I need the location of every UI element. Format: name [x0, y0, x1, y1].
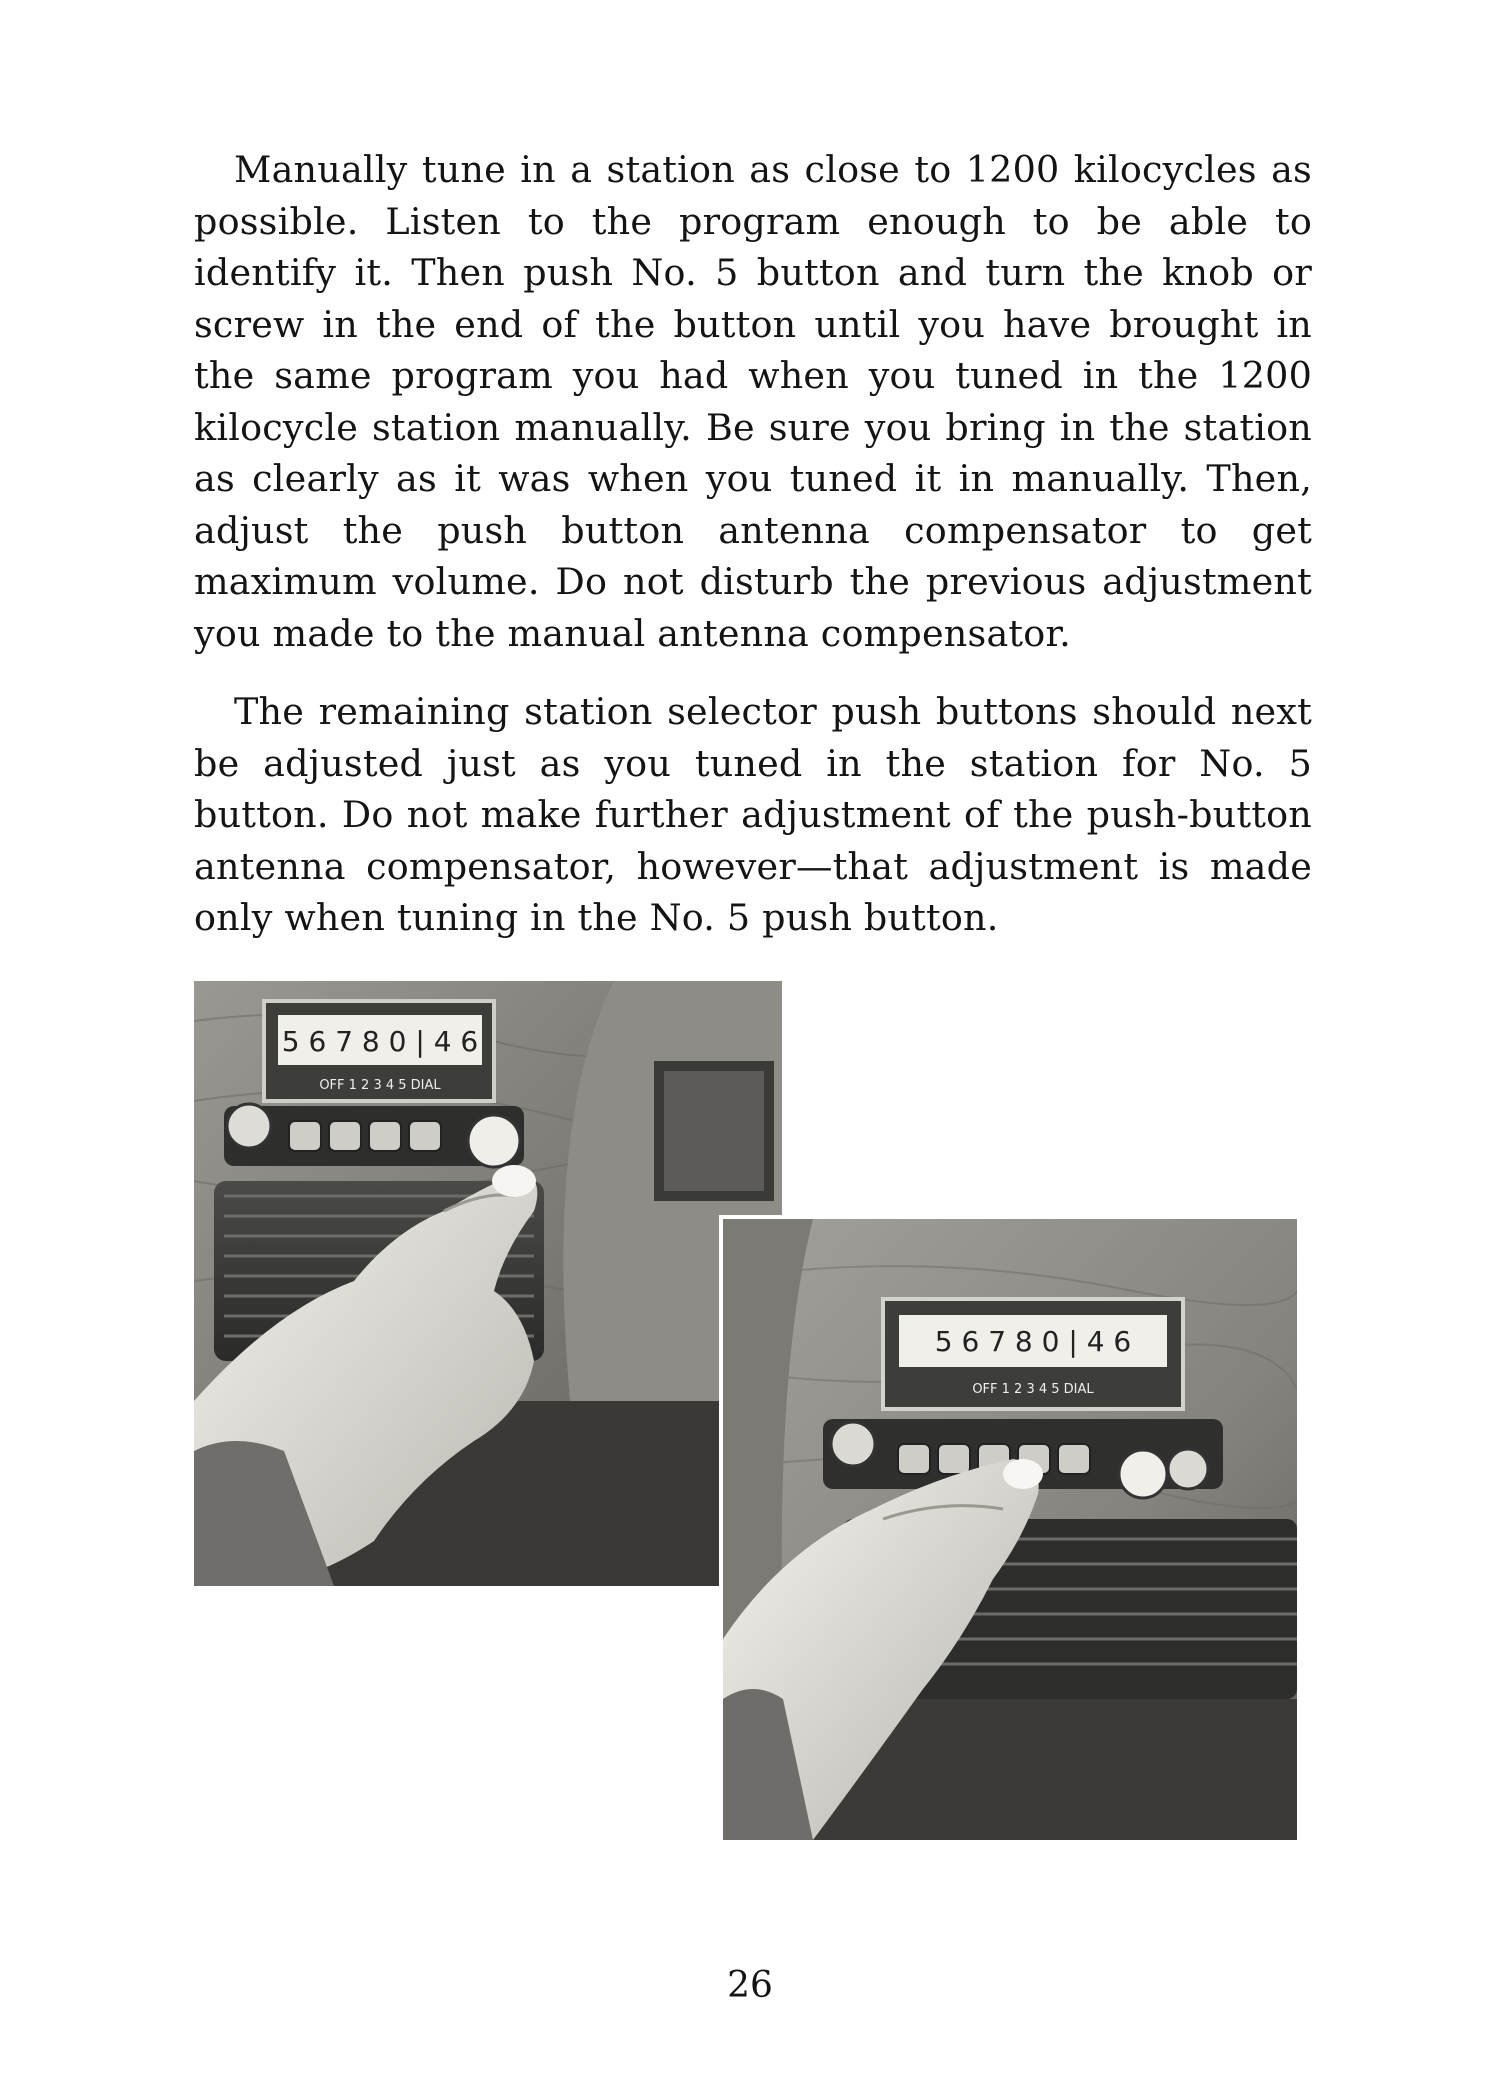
dial-labels-right: OFF 1 2 3 4 5 DIAL: [972, 1382, 1094, 1397]
dial-labels-left: OFF 1 2 3 4 5 DIAL: [319, 1078, 441, 1093]
body-paragraph-2: The remaining station selector push buttons should next be adjusted just as you tuned in the station for No. 5 button. Do not make further adjustment of the push-button antenna compensator, however—that adjustment is made only when tuning in the No. 5 push button.: [194, 690, 1312, 939]
radio-illustration-right: [723, 1219, 1297, 1840]
page-number: 26: [727, 1965, 773, 2006]
dial-digits-left: 5 6 7 8 0 | 4 6: [281, 1025, 479, 1058]
radio-photo-right: [719, 1215, 1297, 1840]
radio-illustration-left: [194, 981, 782, 1586]
radio-photo-left: [194, 981, 782, 1586]
body-paragraph-1: Manually tune in a station as close to 1200 kilocycles as possible. Listen to the program enough to be able to identify it. Then push No. 5 button and turn the knob or screw in the end of the button until you have brought in the same program you had when you tuned in the 1200 kilocycle station manually. Be sure you bring in the station as clearly as it was when you tuned it in manually. Then, adjust the push button antenna compensator to get maximum volume. Do not disturb the previous adjustment you made to the manual antenna compensator.: [194, 148, 1312, 655]
dial-digits-right: 5 6 7 8 0 | 4 6: [934, 1325, 1132, 1358]
